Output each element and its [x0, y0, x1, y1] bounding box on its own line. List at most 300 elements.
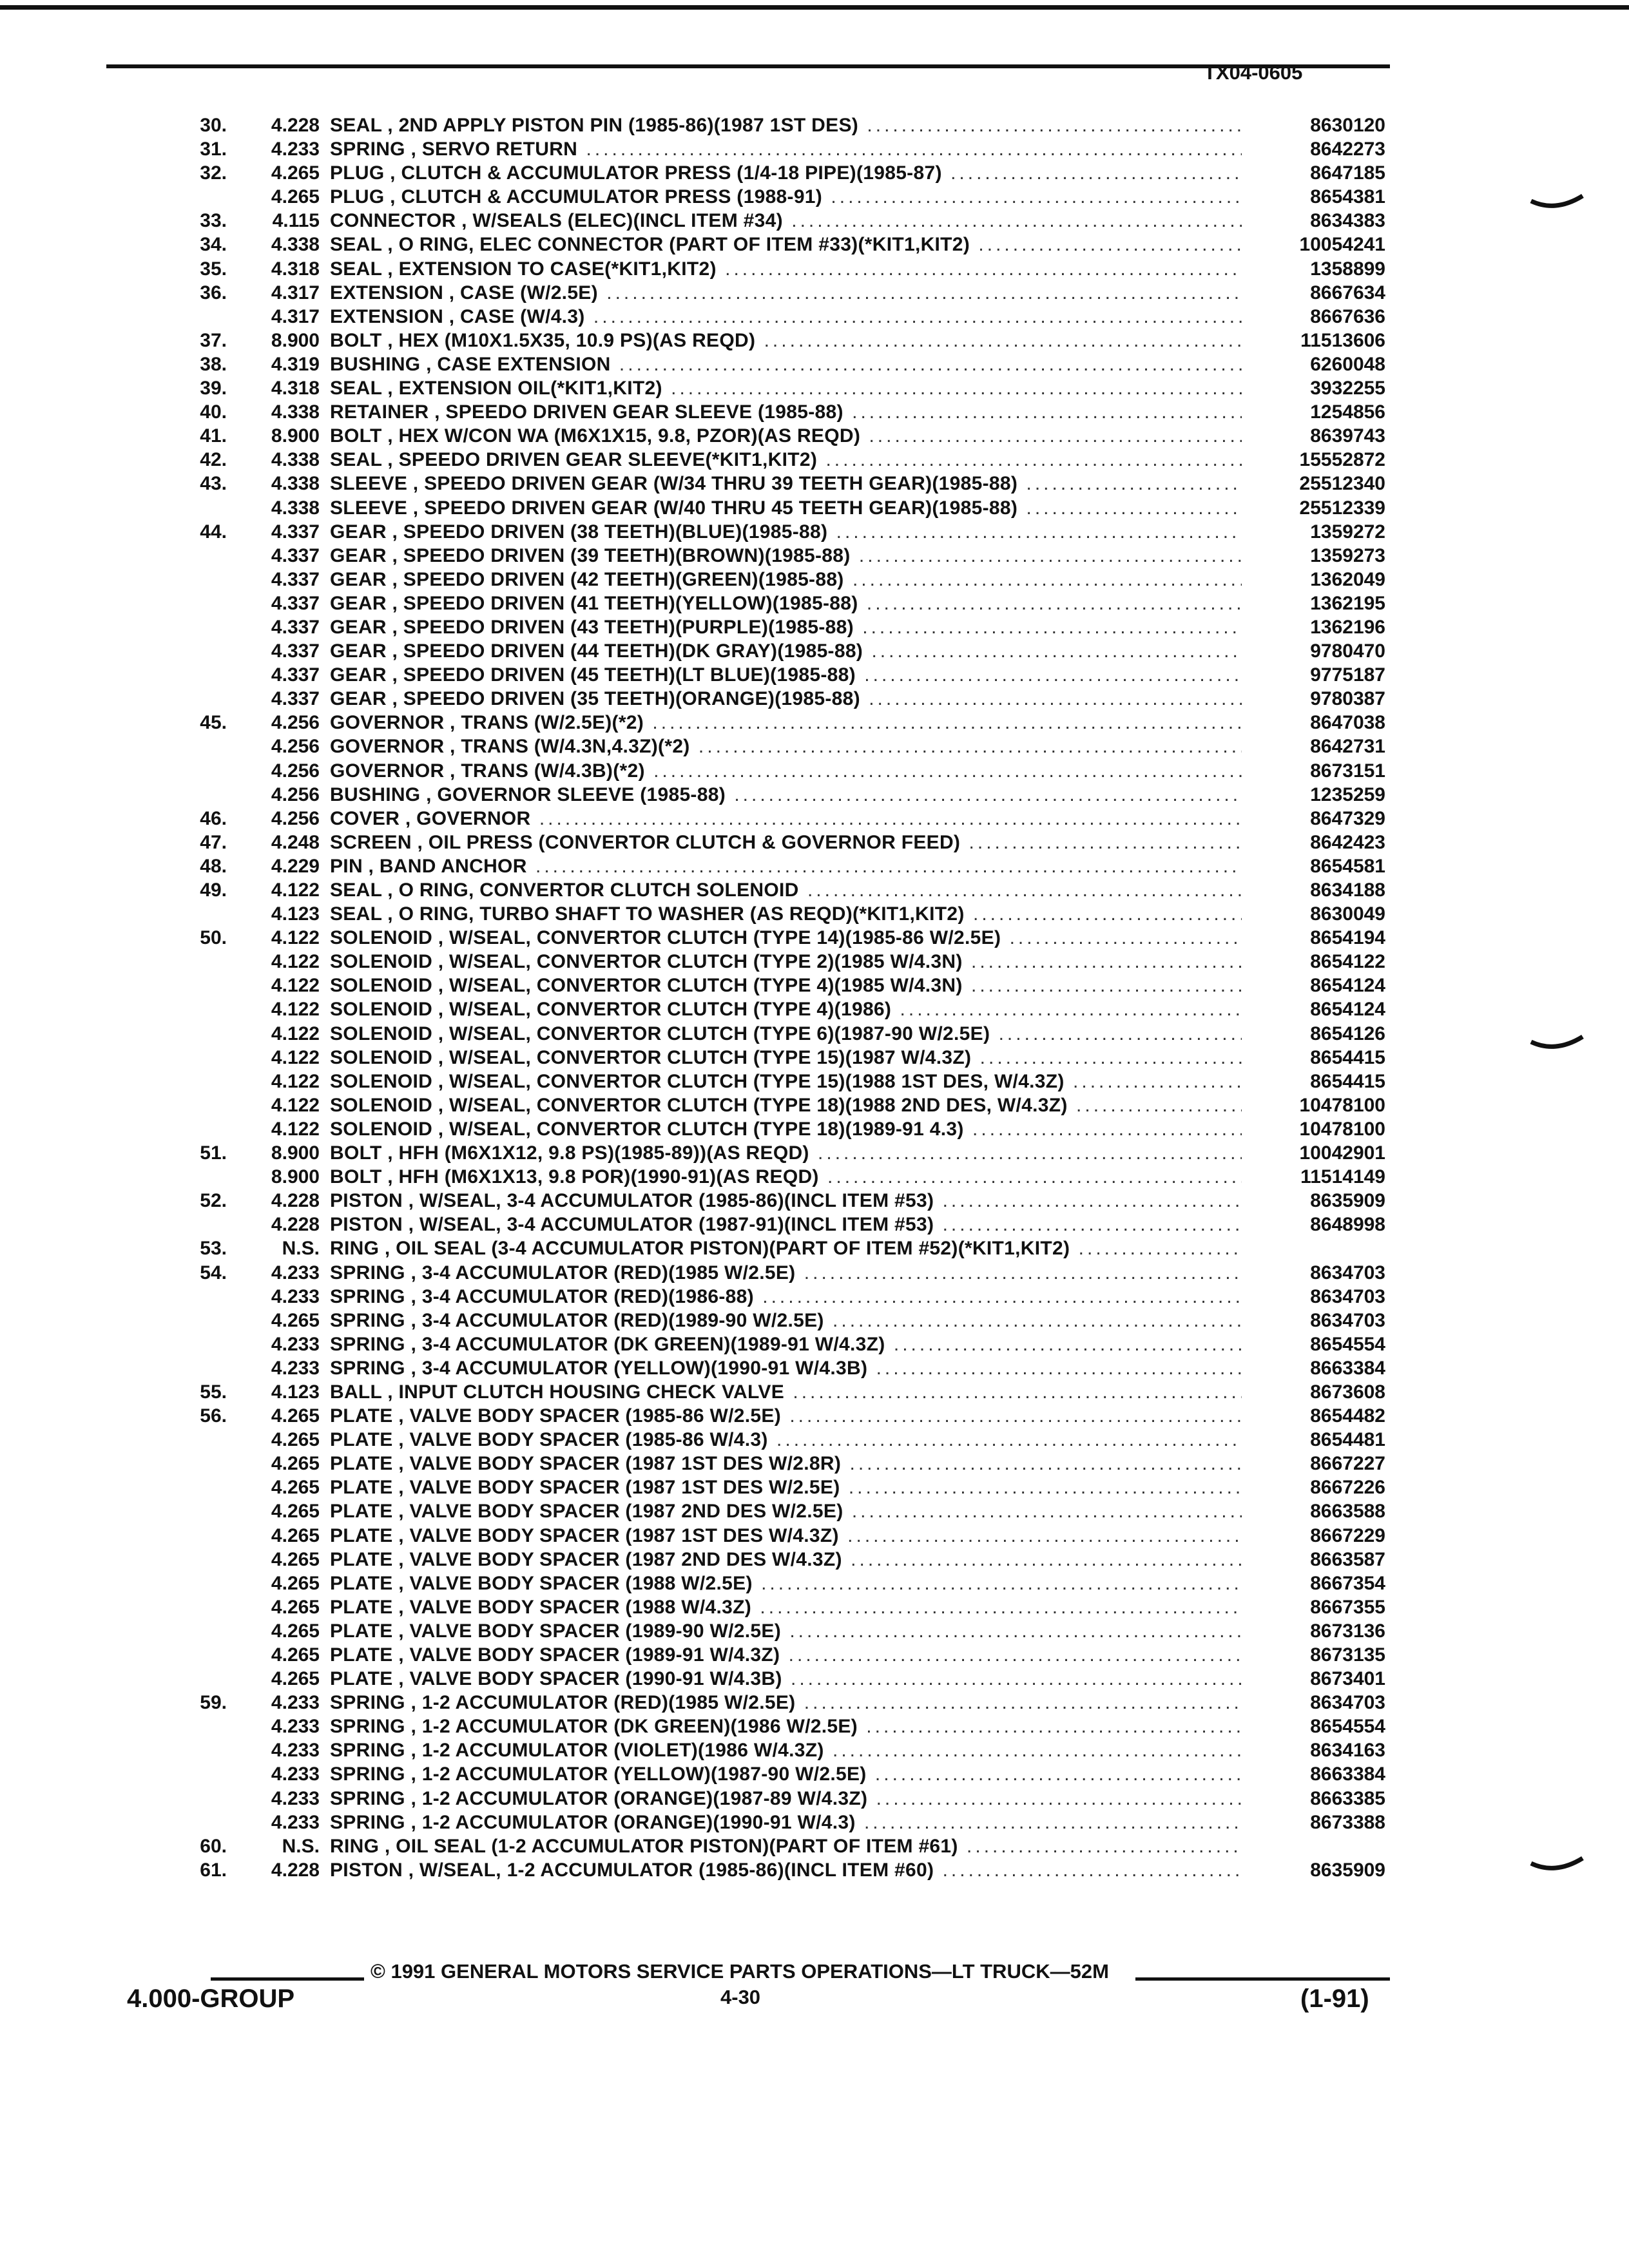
part-row [0, 281, 1629, 305]
group-number: 4.122 [271, 975, 320, 997]
group-number: 4.256 [271, 736, 320, 758]
part-row [0, 1428, 1629, 1452]
part-number: 1254856 [1247, 400, 1385, 424]
part-row [0, 1667, 1629, 1691]
group-number: 8.900 [271, 1142, 320, 1164]
item-number: 52. [200, 1190, 227, 1212]
part-description: SPRING , 3-4 ACCUMULATOR (RED)(1985 W/2.5E) ..... [330, 1261, 1242, 1285]
part-description: SOLENOID , W/SEAL, CONVERTOR CLUTCH (TYPE 4)(1986) ..... [330, 997, 1242, 1021]
part-number: 1235259 [1247, 783, 1385, 807]
group-number: 4.338 [271, 401, 320, 423]
part-number: 8663384 [1247, 1762, 1385, 1786]
part-row [0, 257, 1629, 281]
part-description: SCREEN , OIL PRESS (CONVERTOR CLUTCH & GOVERNOR FEED) ..... [330, 831, 1242, 854]
item-number: 41. [200, 425, 227, 447]
part-number: 8663587 [1247, 1548, 1385, 1571]
group-number: 4.233 [271, 1333, 320, 1355]
group-number: 4.337 [271, 544, 320, 566]
part-row [0, 1834, 1629, 1858]
part-row [0, 1141, 1629, 1165]
part-row [0, 807, 1629, 831]
group-number: 4.337 [271, 521, 320, 543]
group-number: 4.122 [271, 1070, 320, 1092]
group-number: 4.233 [271, 1285, 320, 1307]
part-row [0, 496, 1629, 520]
part-row [0, 1787, 1629, 1811]
group-number: 4.319 [271, 353, 320, 375]
page-number: 4-30 [720, 1986, 761, 2008]
part-row [0, 352, 1629, 376]
item-number: 47. [200, 831, 227, 853]
part-description: GOVERNOR , TRANS (W/4.3B)(*2) ..... [330, 759, 1242, 783]
group-number: 4.265 [271, 162, 320, 184]
group-number: 4.337 [271, 688, 320, 710]
part-description: GEAR , SPEEDO DRIVEN (35 TEETH)(ORANGE)(1985-88) ..... [330, 687, 1242, 711]
group-number: 4.228 [271, 1214, 320, 1236]
part-description: SPRING , 1-2 ACCUMULATOR (ORANGE)(1987-89 W/4.3Z) ..... [330, 1787, 1242, 1811]
group-number: 4.248 [271, 831, 320, 853]
part-description: SPRING , 1-2 ACCUMULATOR (VIOLET)(1986 W/4.3Z) ..... [330, 1738, 1242, 1762]
part-row [0, 1022, 1629, 1046]
part-description: SOLENOID , W/SEAL, CONVERTOR CLUTCH (TYPE 14)(1985-86 W/2.5E) ..... [330, 926, 1242, 950]
part-row [0, 997, 1629, 1021]
group-number: 4.122 [271, 1046, 320, 1068]
part-row [0, 902, 1629, 926]
part-number: 10054241 [1247, 233, 1385, 256]
part-number: 8667227 [1247, 1452, 1385, 1475]
part-row [0, 1261, 1629, 1285]
group-number: 4.122 [271, 999, 320, 1021]
part-row [0, 1475, 1629, 1499]
item-number: 56. [200, 1405, 227, 1427]
group-number: 4.337 [271, 640, 320, 662]
item-number: 60. [200, 1835, 227, 1857]
part-description: SPRING , 3-4 ACCUMULATOR (DK GREEN)(1989-91 W/4.3Z) ..... [330, 1332, 1242, 1356]
part-row [0, 711, 1629, 735]
part-number: 8673401 [1247, 1667, 1385, 1691]
group-number: 4.265 [271, 1405, 320, 1427]
part-number: 9780387 [1247, 687, 1385, 711]
part-number: 25512339 [1247, 496, 1385, 520]
part-row [0, 424, 1629, 448]
group-number: 4.122 [271, 879, 320, 901]
part-row [0, 1380, 1629, 1404]
part-row [0, 831, 1629, 854]
part-row [0, 209, 1629, 233]
part-number: 8654415 [1247, 1046, 1385, 1070]
part-description: RING , OIL SEAL (3-4 ACCUMULATOR PISTON)(PART OF ITEM #52)(*KIT1,KIT2) ..... [330, 1236, 1242, 1260]
item-number: 35. [200, 258, 227, 280]
part-description: SOLENOID , W/SEAL, CONVERTOR CLUTCH (TYPE 2)(1985 W/4.3N) ..... [330, 950, 1242, 974]
part-row [0, 1309, 1629, 1332]
part-description: BUSHING , CASE EXTENSION ..... [330, 352, 1242, 376]
part-number: 6260048 [1247, 352, 1385, 376]
part-row [0, 1571, 1629, 1595]
part-description: SEAL , O RING, ELEC CONNECTOR (PART OF ITEM #33)(*KIT1,KIT2) ..... [330, 233, 1242, 256]
item-number: 45. [200, 712, 227, 734]
group-number: 4.233 [271, 1716, 320, 1738]
part-row [0, 1691, 1629, 1715]
part-row [0, 615, 1629, 639]
part-description: SEAL , O RING, CONVERTOR CLUTCH SOLENOID ..... [330, 878, 1242, 902]
header-rule [106, 64, 1390, 68]
part-row [0, 1452, 1629, 1475]
footer-rule-left [211, 1977, 364, 1981]
part-row [0, 1595, 1629, 1619]
part-number: 8648998 [1247, 1213, 1385, 1236]
part-number: 8642731 [1247, 735, 1385, 758]
item-number: 43. [200, 473, 227, 495]
part-number: 15552872 [1247, 448, 1385, 472]
item-number: 59. [200, 1692, 227, 1714]
part-number: 3932255 [1247, 376, 1385, 400]
part-description: PLATE , VALVE BODY SPACER (1985-86 W/2.5E) ..... [330, 1404, 1242, 1428]
group-number: 4.265 [271, 186, 320, 208]
part-number: 8673136 [1247, 1619, 1385, 1643]
part-description: SEAL , EXTENSION TO CASE(*KIT1,KIT2) ..... [330, 257, 1242, 281]
group-label: 4.000-GROUP [127, 1984, 295, 2013]
part-number: 8634703 [1247, 1691, 1385, 1715]
edition-date: (1-91) [1300, 1984, 1369, 2013]
item-number: 38. [200, 353, 227, 375]
part-row [0, 1117, 1629, 1141]
part-number: 8647185 [1247, 161, 1385, 185]
part-description: SOLENOID , W/SEAL, CONVERTOR CLUTCH (TYPE 15)(1987 W/4.3Z) ..... [330, 1046, 1242, 1070]
part-description: PLATE , VALVE BODY SPACER (1985-86 W/4.3) ..... [330, 1428, 1242, 1452]
part-description: GEAR , SPEEDO DRIVEN (41 TEETH)(YELLOW)(1985-88) ..... [330, 591, 1242, 615]
binder-hole-mark [1530, 1856, 1588, 1881]
group-number: 8.900 [271, 329, 320, 351]
group-number: 4.265 [271, 1501, 320, 1523]
group-number: 4.233 [271, 1811, 320, 1833]
part-description: GEAR , SPEEDO DRIVEN (42 TEETH)(GREEN)(1985-88) ..... [330, 568, 1242, 591]
part-row [0, 1858, 1629, 1882]
part-row [0, 472, 1629, 495]
item-number: 55. [200, 1381, 227, 1403]
part-number: 1362049 [1247, 568, 1385, 591]
part-description: GEAR , SPEEDO DRIVEN (45 TEETH)(LT BLUE)(1985-88) ..... [330, 663, 1242, 687]
group-number: 4.265 [271, 1453, 320, 1475]
part-row [0, 1762, 1629, 1786]
part-number: 10478100 [1247, 1093, 1385, 1117]
part-row [0, 854, 1629, 878]
part-number: 8663588 [1247, 1499, 1385, 1523]
group-number: 4.233 [271, 1763, 320, 1785]
group-number: 4.122 [271, 1118, 320, 1140]
part-description: SOLENOID , W/SEAL, CONVERTOR CLUTCH (TYPE 6)(1987-90 W/2.5E) ..... [330, 1022, 1242, 1046]
group-number: 4.122 [271, 1023, 320, 1044]
part-description: BUSHING , GOVERNOR SLEEVE (1985-88) ..... [330, 783, 1242, 807]
group-number: 4.265 [271, 1477, 320, 1499]
part-row [0, 448, 1629, 472]
item-number: 53. [200, 1238, 227, 1260]
part-description: SPRING , SERVO RETURN ..... [330, 137, 1242, 161]
part-description: PLATE , VALVE BODY SPACER (1990-91 W/4.3B) ..... [330, 1667, 1242, 1691]
part-row [0, 1285, 1629, 1309]
part-row [0, 639, 1629, 663]
group-number: 4.265 [271, 1668, 320, 1690]
group-number: 4.256 [271, 712, 320, 734]
part-number: 8635909 [1247, 1189, 1385, 1213]
binder-hole-mark [1530, 1034, 1588, 1060]
part-description: PLATE , VALVE BODY SPACER (1988 W/4.3Z) ..... [330, 1595, 1242, 1619]
part-row [0, 663, 1629, 687]
part-description: SOLENOID , W/SEAL, CONVERTOR CLUTCH (TYPE 15)(1988 1ST DES, W/4.3Z) ..... [330, 1070, 1242, 1093]
part-description: SEAL , SPEEDO DRIVEN GEAR SLEEVE(*KIT1,KIT2) ..... [330, 448, 1242, 472]
part-number: 8634188 [1247, 878, 1385, 902]
part-number: 8654415 [1247, 1070, 1385, 1093]
part-row [0, 950, 1629, 974]
group-number: 4.265 [271, 1309, 320, 1331]
item-number: 48. [200, 855, 227, 877]
group-number: 4.256 [271, 807, 320, 829]
copyright-line: © 1991 GENERAL MOTORS SERVICE PARTS OPERATIONS—LT TRUCK—52M [371, 1960, 1109, 1983]
part-number: 8647329 [1247, 807, 1385, 831]
part-row [0, 1499, 1629, 1523]
part-number: 8634703 [1247, 1285, 1385, 1309]
part-row [0, 687, 1629, 711]
group-number: 4.265 [271, 1429, 320, 1451]
part-row [0, 1715, 1629, 1738]
part-number: 1359272 [1247, 520, 1385, 544]
part-description: GOVERNOR , TRANS (W/4.3N,4.3Z)(*2) ..... [330, 735, 1242, 758]
group-number: 4.265 [271, 1620, 320, 1642]
part-number: 8647038 [1247, 711, 1385, 735]
item-number: 37. [200, 329, 227, 351]
part-description: RETAINER , SPEEDO DRIVEN GEAR SLEEVE (1985-88) ..... [330, 400, 1242, 424]
part-description: PLATE , VALVE BODY SPACER (1987 1ST DES W/2.5E) ..... [330, 1475, 1242, 1499]
item-number: 46. [200, 807, 227, 829]
part-number: 8634163 [1247, 1738, 1385, 1762]
item-number: 44. [200, 521, 227, 543]
part-number: 8630120 [1247, 113, 1385, 137]
part-number: 8673388 [1247, 1811, 1385, 1834]
part-row [0, 329, 1629, 352]
part-description: SOLENOID , W/SEAL, CONVERTOR CLUTCH (TYPE 18)(1988 2ND DES, W/4.3Z) ..... [330, 1093, 1242, 1117]
item-number: 34. [200, 234, 227, 256]
part-description: SEAL , EXTENSION OIL(*KIT1,KIT2) ..... [330, 376, 1242, 400]
part-number: 8654581 [1247, 854, 1385, 878]
part-description: PLATE , VALVE BODY SPACER (1989-90 W/2.5E) ..... [330, 1619, 1242, 1643]
part-number: 8654194 [1247, 926, 1385, 950]
part-row [0, 568, 1629, 591]
part-description: PISTON , W/SEAL, 3-4 ACCUMULATOR (1987-91)(INCL ITEM #53) ..... [330, 1213, 1242, 1236]
part-number: 8667634 [1247, 281, 1385, 305]
part-description: BOLT , HEX (M10X1.5X35, 10.9 PS)(AS REQD) ..... [330, 329, 1242, 352]
part-description: EXTENSION , CASE (W/4.3) ..... [330, 305, 1242, 329]
part-number: 8630049 [1247, 902, 1385, 926]
group-number: 4.318 [271, 258, 320, 280]
part-number: 8642423 [1247, 831, 1385, 854]
part-number: 8654124 [1247, 997, 1385, 1021]
part-row [0, 185, 1629, 209]
part-description: PLATE , VALVE BODY SPACER (1989-91 W/4.3Z) ..... [330, 1643, 1242, 1667]
item-number: 30. [200, 115, 227, 136]
part-description: PLUG , CLUTCH & ACCUMULATOR PRESS (1988-91) ..... [330, 185, 1242, 209]
part-number: 11513606 [1247, 329, 1385, 352]
group-number: 4.338 [271, 473, 320, 495]
part-number: 8654126 [1247, 1022, 1385, 1046]
item-number: 50. [200, 927, 227, 949]
group-number: 4.338 [271, 234, 320, 256]
item-number: 39. [200, 378, 227, 399]
part-number: 8673135 [1247, 1643, 1385, 1667]
part-description: GEAR , SPEEDO DRIVEN (44 TEETH)(DK GRAY)(1985-88) ..... [330, 639, 1242, 663]
group-number: 4.317 [271, 282, 320, 303]
part-description: PLATE , VALVE BODY SPACER (1987 2ND DES W/4.3Z) ..... [330, 1548, 1242, 1571]
part-description: CONNECTOR , W/SEALS (ELEC)(INCL ITEM #34) ..... [330, 209, 1242, 233]
part-number: 8654554 [1247, 1715, 1385, 1738]
part-number: 8654381 [1247, 185, 1385, 209]
part-row [0, 735, 1629, 758]
part-number: 1359273 [1247, 544, 1385, 568]
binder-hole-mark [1530, 193, 1588, 219]
part-number: 8635909 [1247, 1858, 1385, 1882]
part-description: GEAR , SPEEDO DRIVEN (38 TEETH)(BLUE)(1985-88) ..... [330, 520, 1242, 544]
part-number: 8667229 [1247, 1524, 1385, 1548]
group-number: 4.337 [271, 664, 320, 686]
group-number: 4.265 [271, 1524, 320, 1546]
part-description: SOLENOID , W/SEAL, CONVERTOR CLUTCH (TYPE 4)(1985 W/4.3N) ..... [330, 974, 1242, 997]
top-border-line [0, 5, 1629, 10]
part-row [0, 974, 1629, 997]
group-number: 4.122 [271, 1094, 320, 1116]
group-number: 4.337 [271, 592, 320, 614]
part-number: 9775187 [1247, 663, 1385, 687]
item-number: 61. [200, 1859, 227, 1881]
part-number: 8667226 [1247, 1475, 1385, 1499]
group-number: 4.123 [271, 1381, 320, 1403]
part-row [0, 520, 1629, 544]
item-number: 32. [200, 162, 227, 184]
group-number: 4.233 [271, 1692, 320, 1714]
part-row [0, 376, 1629, 400]
part-description: SPRING , 1-2 ACCUMULATOR (RED)(1985 W/2.5E) ..... [330, 1691, 1242, 1715]
part-row [0, 1165, 1629, 1189]
part-row [0, 1213, 1629, 1236]
part-row [0, 1524, 1629, 1548]
part-description: PISTON , W/SEAL, 3-4 ACCUMULATOR (1985-86)(INCL ITEM #53) ..... [330, 1189, 1242, 1213]
item-number: 49. [200, 879, 227, 901]
group-number: 4.318 [271, 378, 320, 399]
part-number: 8654122 [1247, 950, 1385, 974]
part-row [0, 591, 1629, 615]
part-row [0, 1332, 1629, 1356]
part-row [0, 137, 1629, 161]
part-row [0, 1356, 1629, 1380]
part-row [0, 759, 1629, 783]
part-row [0, 305, 1629, 329]
group-number: N.S. [282, 1835, 320, 1857]
part-number: 8667636 [1247, 305, 1385, 329]
part-description: BALL , INPUT CLUTCH HOUSING CHECK VALVE ..... [330, 1380, 1242, 1404]
group-number: 4.338 [271, 449, 320, 471]
part-row [0, 161, 1629, 185]
part-description: PLATE , VALVE BODY SPACER (1987 1ST DES W/4.3Z) ..... [330, 1524, 1242, 1548]
part-description: SPRING , 1-2 ACCUMULATOR (ORANGE)(1990-91 W/4.3) ..... [330, 1811, 1242, 1834]
part-description: SLEEVE , SPEEDO DRIVEN GEAR (W/40 THRU 45 TEETH GEAR)(1985-88) ..... [330, 496, 1242, 520]
group-number: 4.337 [271, 616, 320, 638]
part-description: SPRING , 3-4 ACCUMULATOR (YELLOW)(1990-91 W/4.3B) ..... [330, 1356, 1242, 1380]
item-number: 33. [200, 210, 227, 232]
group-number: 4.256 [271, 783, 320, 805]
part-description: PIN , BAND ANCHOR ..... [330, 854, 1242, 878]
part-description: BOLT , HFH (M6X1X12, 9.8 PS)(1985-89))(AS REQD) ..... [330, 1141, 1242, 1165]
group-number: 4.122 [271, 927, 320, 949]
part-description: PLATE , VALVE BODY SPACER (1988 W/2.5E) ..... [330, 1571, 1242, 1595]
part-number: 8654124 [1247, 974, 1385, 997]
part-number: 1358899 [1247, 257, 1385, 281]
group-number: 8.900 [271, 1166, 320, 1188]
group-number: 4.122 [271, 951, 320, 973]
item-number: 42. [200, 449, 227, 471]
part-description: SEAL , 2ND APPLY PISTON PIN (1985-86)(1987 1ST DES) ..... [330, 113, 1242, 137]
part-row [0, 1404, 1629, 1428]
item-number: 54. [200, 1262, 227, 1283]
item-number: 36. [200, 282, 227, 303]
group-number: 4.233 [271, 1740, 320, 1762]
part-number: 8639743 [1247, 424, 1385, 448]
part-description: COVER , GOVERNOR ..... [330, 807, 1242, 831]
part-number: 8654482 [1247, 1404, 1385, 1428]
part-row [0, 544, 1629, 568]
document-code: TX04-0605 [1204, 61, 1303, 84]
group-number: 4.265 [271, 1572, 320, 1594]
part-number: 10042901 [1247, 1141, 1385, 1165]
part-number: 8634703 [1247, 1261, 1385, 1285]
part-number: 8667355 [1247, 1595, 1385, 1619]
group-number: 4.317 [271, 305, 320, 327]
part-number: 8673608 [1247, 1380, 1385, 1404]
part-number: 8634383 [1247, 209, 1385, 233]
part-number: 11514149 [1247, 1165, 1385, 1189]
group-number: N.S. [282, 1238, 320, 1260]
part-row [0, 1738, 1629, 1762]
part-row [0, 113, 1629, 137]
part-row [0, 1548, 1629, 1571]
footer-rule-right [1135, 1977, 1390, 1981]
part-row [0, 1093, 1629, 1117]
part-row [0, 1811, 1629, 1834]
part-description: PISTON , W/SEAL, 1-2 ACCUMULATOR (1985-86)(INCL ITEM #60) ..... [330, 1858, 1242, 1882]
item-number: 40. [200, 401, 227, 423]
part-number: 10478100 [1247, 1117, 1385, 1141]
group-number: 4.115 [272, 210, 320, 232]
part-description: PLUG , CLUTCH & ACCUMULATOR PRESS (1/4-18 PIPE)(1985-87) ..... [330, 161, 1242, 185]
part-description: GEAR , SPEEDO DRIVEN (39 TEETH)(BROWN)(1985-88) ..... [330, 544, 1242, 568]
part-number: 8654554 [1247, 1332, 1385, 1356]
part-description: BOLT , HEX W/CON WA (M6X1X15, 9.8, PZOR)(AS REQD) ..... [330, 424, 1242, 448]
part-description: SEAL , O RING, TURBO SHAFT TO WASHER (AS REQD)(*KIT1,KIT2) ..... [330, 902, 1242, 926]
part-number: 25512340 [1247, 472, 1385, 495]
group-number: 4.228 [271, 1859, 320, 1881]
group-number: 4.233 [271, 1262, 320, 1283]
part-row [0, 400, 1629, 424]
part-row [0, 1070, 1629, 1093]
group-number: 4.228 [271, 1190, 320, 1212]
group-number: 8.900 [271, 425, 320, 447]
part-row [0, 1643, 1629, 1667]
group-number: 4.233 [271, 139, 320, 160]
part-description: PLATE , VALVE BODY SPACER (1987 2ND DES W/2.5E) ..... [330, 1499, 1242, 1523]
part-description: RING , OIL SEAL (1-2 ACCUMULATOR PISTON)(PART OF ITEM #61) ..... [330, 1834, 1242, 1858]
part-description: GEAR , SPEEDO DRIVEN (43 TEETH)(PURPLE)(1985-88) ..... [330, 615, 1242, 639]
part-description: PLATE , VALVE BODY SPACER (1987 1ST DES W/2.8R) ..... [330, 1452, 1242, 1475]
group-number: 4.123 [271, 903, 320, 925]
part-number: 8667354 [1247, 1571, 1385, 1595]
part-number: 1362195 [1247, 591, 1385, 615]
part-description: SOLENOID , W/SEAL, CONVERTOR CLUTCH (TYPE 18)(1989-91 4.3) ..... [330, 1117, 1242, 1141]
